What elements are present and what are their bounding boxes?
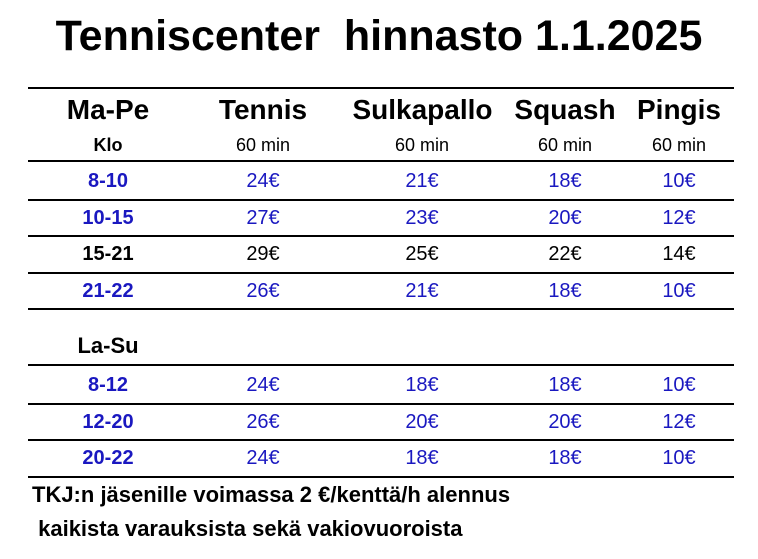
period-header-weekend: La-Su bbox=[77, 333, 139, 358]
price-cell: 21€ bbox=[405, 170, 439, 192]
price-cell: 18€ bbox=[548, 170, 582, 192]
time-slot: 10-15 bbox=[82, 206, 134, 229]
price-cell: 26€ bbox=[246, 279, 280, 302]
price-cell: 18€ bbox=[405, 374, 439, 396]
time-slot: 12-20 bbox=[82, 410, 134, 433]
price-cell: 18€ bbox=[405, 447, 439, 469]
price-cell: 10€ bbox=[662, 374, 696, 396]
row-rule bbox=[28, 308, 734, 310]
row-rule bbox=[28, 272, 734, 274]
column-header-squash: Squash bbox=[514, 94, 616, 125]
discount-note-line-1: TKJ:n jäsenille voimassa 2 €/kenttä/h alennus bbox=[32, 482, 511, 507]
price-cell: 18€ bbox=[548, 279, 582, 302]
time-slot: 8-10 bbox=[87, 170, 129, 192]
price-cell: 26€ bbox=[246, 410, 280, 433]
price-cell: 12€ bbox=[662, 410, 696, 433]
price-cell: 24€ bbox=[246, 170, 280, 192]
row-rule bbox=[28, 199, 734, 201]
price-cell: 25€ bbox=[405, 243, 439, 265]
price-cell: 18€ bbox=[548, 447, 582, 469]
time-slot: 8-12 bbox=[87, 374, 129, 396]
time-slot: 20-22 bbox=[82, 447, 134, 469]
discount-note-line-2: kaikista varauksista sekä vakiovuoroista bbox=[32, 516, 463, 541]
page-title: Tenniscenter hinnasto 1.1.2025 bbox=[55, 12, 703, 60]
time-slot: 21-22 bbox=[82, 279, 134, 302]
column-header-tennis: Tennis bbox=[218, 94, 308, 125]
row-rule bbox=[28, 476, 734, 478]
price-cell: 29€ bbox=[246, 243, 280, 265]
time-slot: 15-21 bbox=[82, 243, 134, 265]
weekend-top-rule bbox=[28, 364, 734, 366]
period-header-weekday: Ma-Pe bbox=[66, 94, 150, 125]
price-cell: 20€ bbox=[548, 206, 582, 229]
price-cell: 10€ bbox=[662, 279, 696, 302]
price-cell: 18€ bbox=[548, 374, 582, 396]
price-cell: 14€ bbox=[662, 243, 696, 265]
price-cell: 10€ bbox=[662, 170, 696, 192]
row-rule bbox=[28, 235, 734, 237]
duration-squash: 60 min bbox=[537, 135, 593, 155]
duration-pingis: 60 min bbox=[651, 135, 707, 155]
price-cell: 23€ bbox=[405, 206, 439, 229]
duration-tennis: 60 min bbox=[235, 135, 291, 155]
row-rule bbox=[28, 439, 734, 441]
price-cell: 20€ bbox=[548, 410, 582, 433]
price-cell: 12€ bbox=[662, 206, 696, 229]
column-header-pingis: Pingis bbox=[636, 94, 721, 125]
price-cell: 21€ bbox=[405, 279, 439, 302]
price-cell: 10€ bbox=[662, 447, 696, 469]
price-cell: 20€ bbox=[405, 410, 439, 433]
price-cell: 24€ bbox=[246, 374, 280, 396]
duration-sulkapallo: 60 min bbox=[394, 135, 450, 155]
price-cell: 27€ bbox=[246, 206, 280, 229]
column-header-sulkapallo: Sulkapallo bbox=[352, 94, 493, 125]
price-cell: 22€ bbox=[548, 243, 582, 265]
header-bottom-rule bbox=[28, 160, 734, 162]
price-cell: 24€ bbox=[246, 447, 280, 469]
table-top-rule bbox=[28, 87, 734, 89]
row-rule bbox=[28, 403, 734, 405]
klo-label: Klo bbox=[93, 135, 123, 155]
